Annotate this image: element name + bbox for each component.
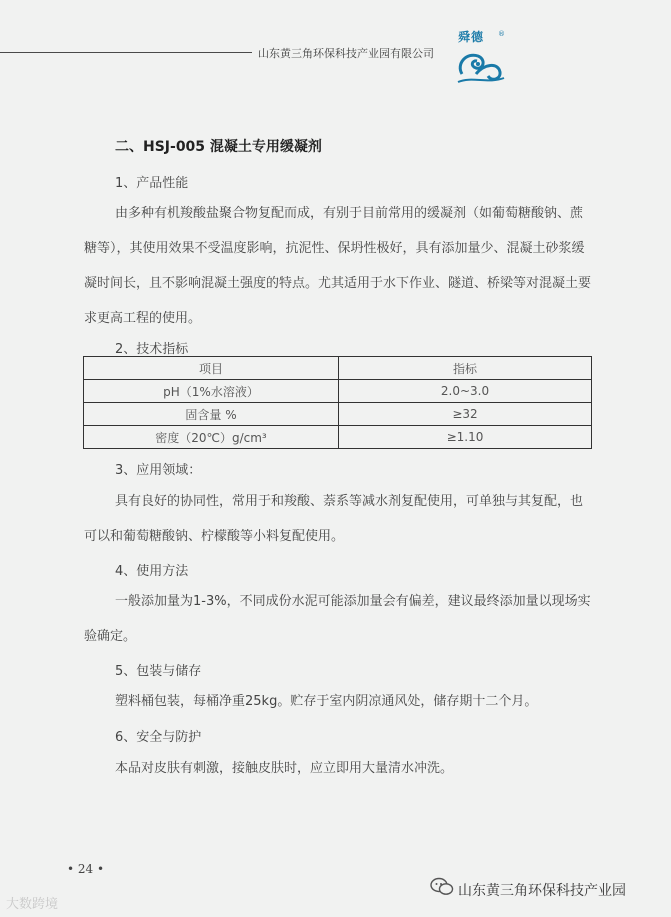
heading-packaging: 5、包装与储存: [115, 664, 202, 679]
header-rule: [0, 52, 252, 53]
paragraph-performance: 由多种有机羧酸盐聚合物复配而成，有别于目前常用的缓凝剂（如葡萄糖酸钠、蔗糖等），其使用效果不受温度影响，抗泥性、保坍性极好，具有添加量少、混凝土砂浆缓凝时间长，且不影响混凝土强度的特点。尤其适用于水下作业、隧道、桥梁等对混凝土要求更高工程的使用。: [84, 206, 592, 326]
table-cell: pH（1%水溶液）: [84, 380, 339, 403]
logo-text: 舜德: [458, 30, 485, 44]
section-title: 二、HSJ-005 混凝土专用缓凝剂: [115, 139, 322, 155]
table-cell: ≥1.10: [339, 426, 592, 449]
table-row: [84, 426, 592, 449]
heading-performance: 1、产品性能: [115, 176, 189, 191]
header-company-name: 山东黄三角环保科技产业园有限公司: [258, 47, 434, 60]
table-cell: 密度（20℃）g/cm³: [84, 426, 339, 449]
paragraph-application: 具有良好的协同性，常用于和羧酸、萘系等减水剂复配使用，可单独与其复配，也可以和葡萄糖酸钠、柠檬酸等小料复配使用。: [84, 494, 584, 544]
heading-usage: 4、使用方法: [115, 564, 189, 579]
spec-table: [83, 356, 592, 449]
page-number: • 24 •: [67, 862, 105, 876]
wave-logo-icon: [454, 44, 506, 86]
heading-specs: 2、技术指标: [115, 342, 189, 357]
table-row: [84, 380, 592, 403]
table-cell: 2.0~3.0: [339, 380, 592, 403]
table-row: [84, 403, 592, 426]
paragraph-packaging: 塑料桶包装，每桶净重25kg。贮存于室内阴凉通风处，储存期十二个月。: [115, 694, 538, 709]
company-logo: [454, 28, 506, 90]
table-cell: ≥32: [339, 403, 592, 426]
wechat-account-name: 山东黄三角环保科技产业园: [458, 883, 626, 899]
paragraph-safety: 本品对皮肤有刺激，接触皮肤时，应立即用大量清水冲洗。: [115, 761, 454, 776]
registered-mark: ®: [498, 30, 505, 38]
table-header-cell: 指标: [339, 357, 592, 380]
heading-application: 3、应用领域：: [115, 463, 202, 478]
heading-safety: 6、安全与防护: [115, 730, 202, 745]
watermark-left: 大数跨境: [6, 897, 59, 912]
table-cell: 固含量 %: [84, 403, 339, 426]
wechat-icon: [430, 877, 454, 897]
table-header-row: [84, 357, 592, 380]
paragraph-usage: 一般添加量为1-3%，不同成份水泥可能添加量会有偏差，建议最终添加量以现场实验确定。: [84, 594, 591, 644]
table-header-cell: 项目: [84, 357, 339, 380]
